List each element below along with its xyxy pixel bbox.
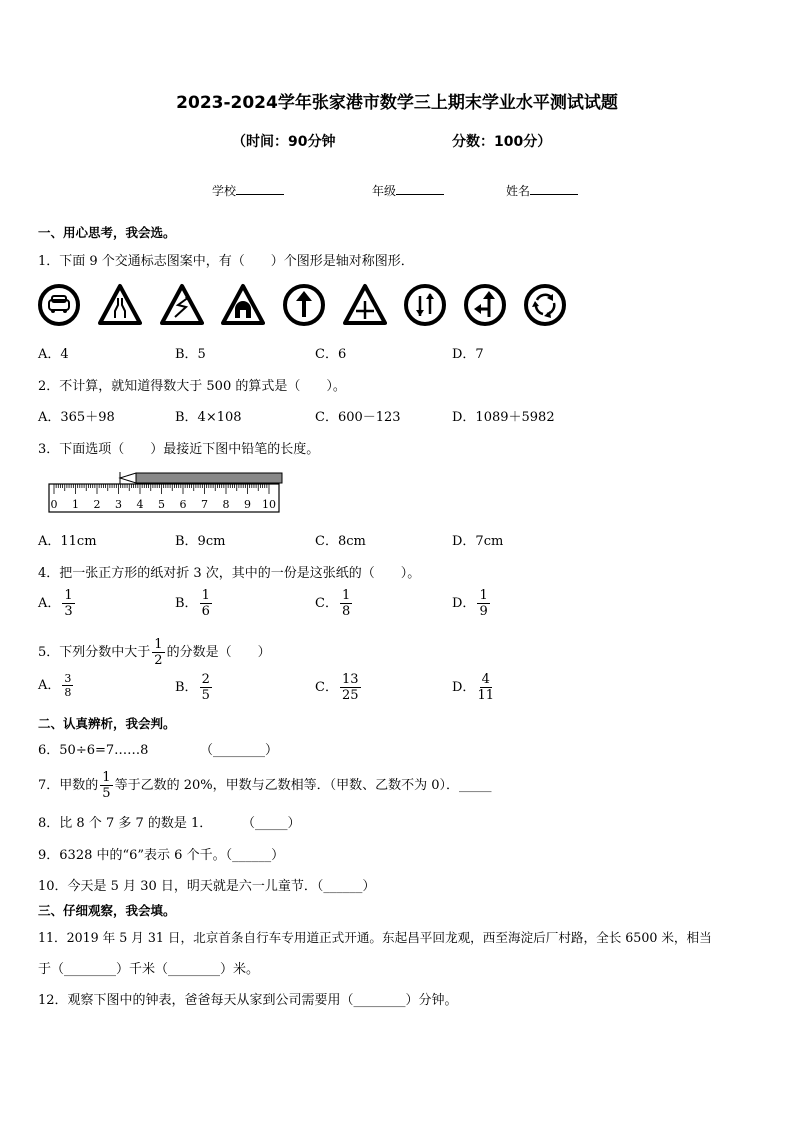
- denominator: 3: [64, 604, 73, 619]
- two-way-sign-icon: [403, 283, 447, 327]
- left-straight-sign-icon: [463, 283, 507, 327]
- name-label: 姓名: [506, 184, 531, 198]
- question-1-text: 1．下面 9 个交通标志图案中，有（ ）个图形是轴对称图形．: [38, 254, 414, 269]
- option-letter: B．: [175, 680, 198, 695]
- option-letter: D．: [452, 596, 476, 611]
- numerator: 1: [64, 588, 73, 603]
- q3-option-a[interactable]: A．11cm: [38, 534, 97, 549]
- numerator: 2: [201, 672, 210, 687]
- school-blank[interactable]: [236, 182, 284, 195]
- option-letter: C．: [315, 596, 338, 611]
- q3-option-b[interactable]: B．9cm: [175, 534, 226, 549]
- numerator: 3: [64, 672, 72, 685]
- pencil-ruler-figure: [48, 470, 288, 514]
- q1-option-c[interactable]: C．6: [315, 347, 347, 362]
- section-2-heading: 二、认真辨析，我会判。: [38, 716, 176, 731]
- option-letter: A．: [38, 678, 61, 693]
- q6-answer-blank[interactable]: （________）: [200, 743, 279, 758]
- tunnel-sign-icon: [221, 283, 265, 327]
- option-letter: B．: [175, 596, 198, 611]
- q2-option-c[interactable]: C．600－123: [315, 410, 401, 425]
- q5-option-a[interactable]: [38, 672, 75, 699]
- numerator: 4: [481, 672, 490, 687]
- q4-option-c[interactable]: [315, 588, 354, 619]
- numerator: 1: [201, 588, 210, 603]
- denominator: 8: [341, 604, 351, 619]
- time-label: （时间：90分钟: [232, 134, 336, 150]
- question-11-line-2: 于（________）千米（________）米。: [38, 962, 260, 977]
- grade-label: 年级: [372, 184, 397, 198]
- question-9-text: 9．6328 中的“6”表示 6 个千。（______）: [38, 848, 285, 863]
- question-8-text: 8．比 8 个 7 多 7 的数是 1．: [38, 816, 213, 831]
- section-3-heading: 三、仔细观察，我会填。: [38, 903, 176, 918]
- q2-option-b[interactable]: B．4×108: [175, 410, 242, 425]
- school-field: [212, 182, 284, 199]
- denominator: 8: [64, 686, 72, 699]
- q2-option-d[interactable]: D．1089＋5982: [452, 410, 555, 425]
- page-title: 2023-2024学年张家港市数学三上期末学业水平测试试题: [176, 93, 618, 113]
- q1-option-a[interactable]: A．4: [38, 347, 69, 362]
- ruler-number: 9: [244, 498, 251, 511]
- question-10-text: 10．今天是 5 月 30 日，明天就是六一儿童节．（______）: [38, 879, 376, 894]
- numerator: 13: [341, 672, 359, 687]
- question-11-line-1: 11．2019 年 5 月 31 日，北京首条自行车专用道正式开通。东起昌平回龙观，西至海淀后厂村路，全长 6500 米，相当: [38, 930, 712, 945]
- denominator: 6: [201, 604, 210, 619]
- denominator: 9: [479, 604, 488, 619]
- denominator: 5: [201, 688, 210, 703]
- ruler-number: 7: [201, 498, 208, 511]
- ruler-number: 10: [262, 498, 276, 511]
- q5-text-before: 5．下列分数中大于: [38, 645, 151, 660]
- question-5-text: [38, 637, 271, 668]
- score-label: 分数：100分）: [452, 134, 552, 150]
- ruler-number: 3: [115, 498, 122, 511]
- q7-text-before: 7．甲数的: [38, 778, 99, 793]
- ruler-number: 1: [72, 498, 79, 511]
- name-blank[interactable]: [530, 182, 578, 195]
- option-letter: C．: [315, 680, 338, 695]
- q4-option-a[interactable]: [38, 588, 77, 619]
- numerator: 1: [479, 588, 488, 603]
- q5-option-b[interactable]: [175, 672, 214, 703]
- roundabout-sign-icon: [523, 283, 567, 327]
- ruler-number: 8: [222, 498, 230, 511]
- pencil-body: [136, 473, 282, 483]
- denominator: 2: [154, 653, 163, 668]
- denominator: 11: [477, 688, 494, 703]
- question-3-text: 3．下面选项（ ）最接近下图中铅笔的长度。: [38, 442, 320, 457]
- car-circle-sign-icon: [37, 283, 81, 327]
- q5-option-c[interactable]: [315, 672, 363, 703]
- question-6-text: 6．50÷6=7……8: [38, 743, 149, 758]
- question-7-text: [38, 770, 492, 801]
- section-1-heading: 一、用心思考，我会选。: [38, 225, 176, 240]
- pencil-tip: [120, 473, 136, 483]
- crossroad-sign-icon: [343, 283, 387, 327]
- numerator: 1: [102, 770, 111, 785]
- numerator: 1: [341, 588, 351, 603]
- ruler-number: 0: [50, 498, 58, 511]
- straight-only-sign-icon: [282, 283, 326, 327]
- question-4-text: 4．把一张正方形的纸对折 3 次，其中的一份是这张纸的（ ）。: [38, 566, 421, 581]
- q1-option-b[interactable]: B．5: [175, 347, 206, 362]
- q5-text-after: 的分数是（ ）: [166, 645, 271, 660]
- q4-option-b[interactable]: [175, 588, 214, 619]
- denominator: 25: [341, 688, 359, 703]
- grade-field: [372, 182, 444, 199]
- grade-blank[interactable]: [396, 182, 444, 195]
- road-narrows-sign-icon: [98, 283, 142, 327]
- q7-text-after: 等于乙数的 20%，甲数与乙数相等．（甲数、乙数不为 0）．_____: [114, 778, 492, 793]
- question-12-text: 12．观察下图中的钟表，爸爸每天从家到公司需要用（________）分钟。: [38, 993, 458, 1008]
- school-label: 学校: [212, 184, 237, 198]
- ruler-number: 5: [158, 498, 165, 511]
- q2-option-a[interactable]: A．365＋98: [38, 410, 115, 425]
- name-field: [506, 182, 578, 199]
- ruler-number: 4: [136, 498, 144, 511]
- option-letter: A．: [38, 596, 61, 611]
- q1-option-d[interactable]: D．7: [452, 347, 484, 362]
- q8-answer-blank[interactable]: （_____）: [242, 816, 301, 831]
- option-letter: D．: [452, 680, 476, 695]
- question-2-text: 2．不计算，就知道得数大于 500 的算式是（ ）。: [38, 379, 346, 394]
- denominator: 5: [102, 786, 111, 801]
- q4-option-d[interactable]: [452, 588, 492, 619]
- numerator: 1: [154, 637, 163, 652]
- q5-option-d[interactable]: [452, 672, 496, 703]
- q3-option-d[interactable]: D．7cm: [452, 534, 504, 549]
- ruler-number: 6: [179, 498, 187, 511]
- ruler-number: 2: [93, 498, 101, 511]
- q3-option-c[interactable]: C．8cm: [315, 534, 366, 549]
- curve-warning-sign-icon: [160, 283, 204, 327]
